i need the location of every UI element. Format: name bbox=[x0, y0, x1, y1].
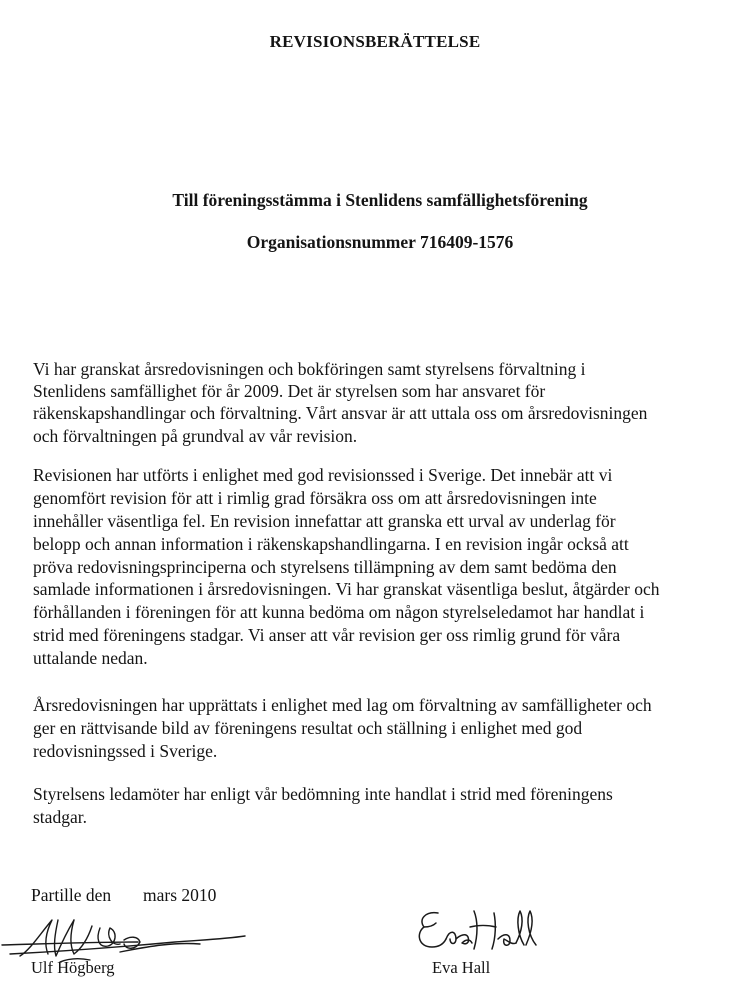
org-number-heading: Organisationsnummer 716409-1576 bbox=[246, 232, 514, 252]
body-text-line: belopp och annan information i räkenskapshandlingarna. I en revision ingår också att bbox=[33, 534, 629, 554]
place-text: Partille den bbox=[31, 885, 112, 905]
body-text-line: Revisionen har utförts i enlighet med god revisionssed i Sverige. Det innebär att vi bbox=[33, 465, 613, 485]
body-text-line: redovisningssed i Sverige. bbox=[33, 741, 218, 761]
signature-2-scrawl bbox=[412, 905, 542, 957]
date-text: mars 2010 bbox=[143, 885, 217, 905]
body-text-line: Stenlidens samfällighet för år 2009. Det är styrelsen som har ansvaret för bbox=[33, 381, 546, 401]
body-text-line: genomfört revision för att i rimlig grad försäkra oss om att årsredovisningen inte bbox=[33, 488, 597, 508]
body-text-line: förhållanden i föreningen för att kunna bedöma om någon styrelseledamot har handlat i bbox=[33, 602, 645, 622]
document-title: REVISIONSBERÄTTELSE bbox=[269, 32, 481, 51]
body-text-line: Årsredovisningen har upprättats i enlighet med lag om förvaltning av samfälligheter och bbox=[33, 695, 652, 715]
addressee-heading: Till föreningsstämma i Stenlidens samfällighetsförening bbox=[172, 190, 588, 210]
body-text-line: pröva redovisningsprinciperna och styrelsens tillämpning av dem samt bedöma den bbox=[33, 557, 617, 577]
body-text-line: Styrelsens ledamöter har enligt vår bedömning inte handlat i strid med föreningens bbox=[33, 784, 613, 804]
body-text-line: räkenskapshandlingar och förvaltning. Vårt ansvar är att uttala oss om årsredovisningen bbox=[33, 403, 648, 423]
signatory-1-name: Ulf Högberg bbox=[31, 958, 115, 977]
body-text-line: stadgar. bbox=[33, 807, 87, 827]
body-text-line: och förvaltningen på grundval av vår revision. bbox=[33, 426, 358, 446]
body-text-line: Vi har granskat årsredovisningen och bokföringen samt styrelsens förvaltning i bbox=[33, 359, 586, 379]
body-text-line: ger en rättvisande bild av föreningens resultat och ställning i enlighet med god bbox=[33, 718, 583, 738]
body-text-line: uttalande nedan. bbox=[33, 648, 148, 668]
signatory-2-name: Eva Hall bbox=[432, 958, 491, 977]
body-text-line: samlade informationen i årsredovisningen. Vi har granskat väsentliga beslut, åtgärder och bbox=[33, 579, 660, 599]
body-text-line: strid med föreningens stadgar. Vi anser att vår revision ger oss rimlig grund för våra bbox=[33, 625, 621, 645]
body-text-line: innehåller väsentliga fel. En revision innefattar att granska ett urval av underlag för bbox=[33, 511, 616, 531]
